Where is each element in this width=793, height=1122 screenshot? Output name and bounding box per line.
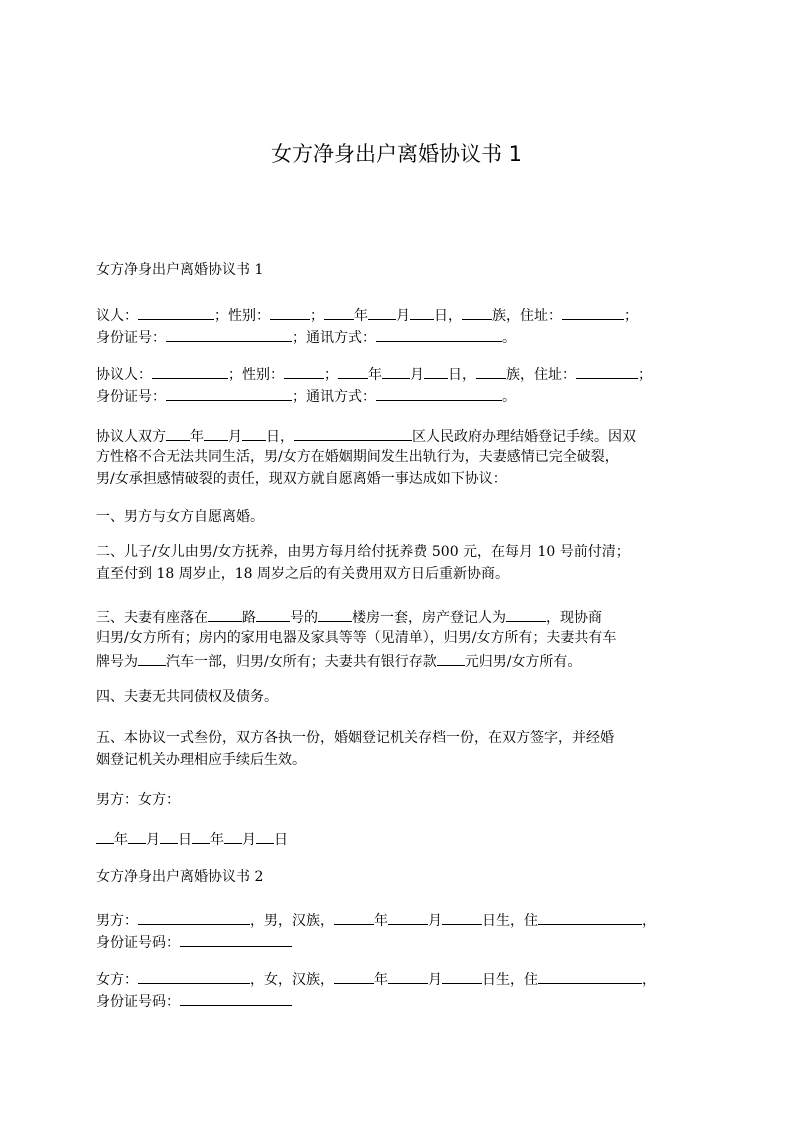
- text: 年: [354, 308, 368, 324]
- text: 年: [374, 972, 388, 988]
- text: 区人民政府办理结婚登记手续。因双: [412, 429, 636, 445]
- blank-field: [437, 649, 465, 666]
- blank-field: [334, 908, 374, 925]
- text: ；: [324, 367, 338, 383]
- text: ，男，汉族，: [250, 913, 334, 929]
- blank-field: [128, 827, 146, 844]
- blank-field: [256, 827, 274, 844]
- blank-field: [284, 362, 324, 379]
- text: 日: [274, 832, 288, 848]
- text: 男方：: [96, 913, 138, 929]
- text: ，现协商: [546, 610, 602, 626]
- text: 月: [242, 832, 256, 848]
- blank-field: [410, 303, 434, 320]
- text: 年: [190, 429, 204, 445]
- blank-field: [160, 827, 178, 844]
- text: 月: [428, 913, 442, 929]
- blank-field: [96, 827, 114, 844]
- text: 族，住址：: [506, 367, 576, 383]
- text: 日，: [434, 308, 462, 324]
- item-4: 四、夫妻无共同债权及债务。: [96, 689, 278, 705]
- text: ；: [624, 308, 638, 324]
- blank-field: [324, 303, 354, 320]
- text-line: 直至付到 18 周岁止，18 周岁之后的有关费用双方日后重新协商。: [96, 566, 509, 582]
- text: 身份证号：: [96, 330, 166, 346]
- blank-field: [462, 303, 492, 320]
- text: 楼房一套，房产登记人为: [352, 610, 506, 626]
- blank-field: [476, 362, 506, 379]
- blank-field: [180, 930, 292, 947]
- section-2-heading: 女方净身出户离婚协议书 2: [96, 869, 264, 885]
- text: 牌号为: [96, 654, 138, 670]
- blank-field: [224, 827, 242, 844]
- blank-field: [538, 967, 642, 984]
- text: 。: [502, 389, 516, 405]
- item-2: [96, 541, 702, 585]
- text: 年: [114, 832, 128, 848]
- text-line: 男/女承担感情破裂的责任，现双方就自愿离婚一事达成如下协议：: [96, 471, 507, 487]
- blank-field: [270, 303, 310, 320]
- blank-field: [294, 424, 412, 441]
- text: 身份证号码：: [96, 994, 180, 1010]
- blank-field: [424, 362, 448, 379]
- text: 日: [178, 832, 192, 848]
- text: ；性别：: [228, 367, 284, 383]
- party-2-block: [96, 362, 702, 406]
- document-title: 女方净身出户离婚协议书 1: [270, 142, 523, 166]
- text-line: 五、本协议一式叁份，双方各执一份，婚姻登记机关存档一份，在双方签字，并经婚: [96, 730, 614, 746]
- text-line: 归男/女方所有；房内的家用电器及家具等等（见清单），归男/女方所有；夫妻共有车: [96, 630, 617, 646]
- text: 日生，住: [482, 972, 538, 988]
- blank-field: [152, 362, 228, 379]
- text: 月: [146, 832, 160, 848]
- text: 日，: [266, 429, 294, 445]
- man-info: [96, 908, 702, 952]
- text-line: 方性格不合无法共同生活，男/女方在婚姻期间发生出轨行为，夫妻感情已完全破裂，: [96, 449, 619, 465]
- text: 月: [228, 429, 242, 445]
- date-line: [96, 827, 702, 851]
- text: 月: [410, 367, 424, 383]
- item-1: 一、男方与女方自愿离婚。: [96, 509, 264, 525]
- blank-field: [138, 967, 250, 984]
- section-1-heading: 女方净身出户离婚协议书 1: [96, 262, 264, 278]
- blank-field: [442, 908, 482, 925]
- text: 月: [396, 308, 410, 324]
- text: ，女，汉族，: [250, 972, 334, 988]
- woman-info: [96, 967, 702, 1011]
- text: 族，住址：: [492, 308, 562, 324]
- party-1-block: [96, 303, 702, 347]
- text: 协议人：: [96, 367, 152, 383]
- blank-field: [376, 384, 502, 401]
- text-line: 二、儿子/女儿由男/女方抚养，由男方每月给付抚养费 500 元，在每月 10 号前付清；: [96, 544, 630, 560]
- text: 日生，住: [482, 913, 538, 929]
- signature-line: 男方：女方：: [96, 792, 180, 808]
- text: 元归男/女方所有。: [464, 654, 582, 670]
- text: 号的: [290, 610, 318, 626]
- blank-field: [192, 827, 210, 844]
- text: ，: [642, 913, 656, 929]
- blank-field: [576, 362, 638, 379]
- blank-field: [442, 967, 482, 984]
- text: ，: [642, 972, 656, 988]
- text: 日，: [448, 367, 476, 383]
- blank-field: [318, 605, 352, 622]
- text: 协议人双方: [96, 429, 166, 445]
- blank-field: [138, 303, 214, 320]
- text: ；通讯方式：: [292, 389, 376, 405]
- blank-field: [180, 989, 292, 1006]
- text-line: 姻登记机关办理相应手续后生效。: [96, 752, 306, 768]
- blank-field: [208, 605, 242, 622]
- text: 三、夫妻有座落在: [96, 610, 208, 626]
- blank-field: [204, 424, 228, 441]
- text: 月: [428, 972, 442, 988]
- text: ；: [638, 367, 652, 383]
- blank-field: [138, 649, 166, 666]
- text: 身份证号码：: [96, 935, 180, 951]
- text: ；性别：: [214, 308, 270, 324]
- blank-field: [368, 303, 396, 320]
- text: 年: [210, 832, 224, 848]
- blank-field: [388, 967, 428, 984]
- blank-field: [138, 908, 250, 925]
- text: 年: [374, 913, 388, 929]
- blank-field: [166, 325, 292, 342]
- text: 路: [242, 610, 256, 626]
- text: 年: [368, 367, 382, 383]
- blank-field: [382, 362, 410, 379]
- blank-field: [166, 424, 190, 441]
- blank-field: [166, 384, 292, 401]
- text: 。: [502, 330, 516, 346]
- blank-field: [506, 605, 546, 622]
- blank-field: [256, 605, 290, 622]
- text: ；: [310, 308, 324, 324]
- blank-field: [338, 362, 368, 379]
- blank-field: [376, 325, 502, 342]
- item-3: [96, 605, 702, 671]
- blank-field: [562, 303, 624, 320]
- blank-field: [538, 908, 642, 925]
- blank-field: [388, 908, 428, 925]
- text: 女方：: [96, 972, 138, 988]
- text: 汽车一部，归男/女所有；夫妻共有银行存款: [166, 654, 437, 670]
- item-5: [96, 727, 702, 771]
- text: 身份证号：: [96, 389, 166, 405]
- text: 议人：: [96, 308, 138, 324]
- text: ；通讯方式：: [292, 330, 376, 346]
- blank-field: [242, 424, 266, 441]
- intro-paragraph: [96, 424, 702, 490]
- blank-field: [334, 967, 374, 984]
